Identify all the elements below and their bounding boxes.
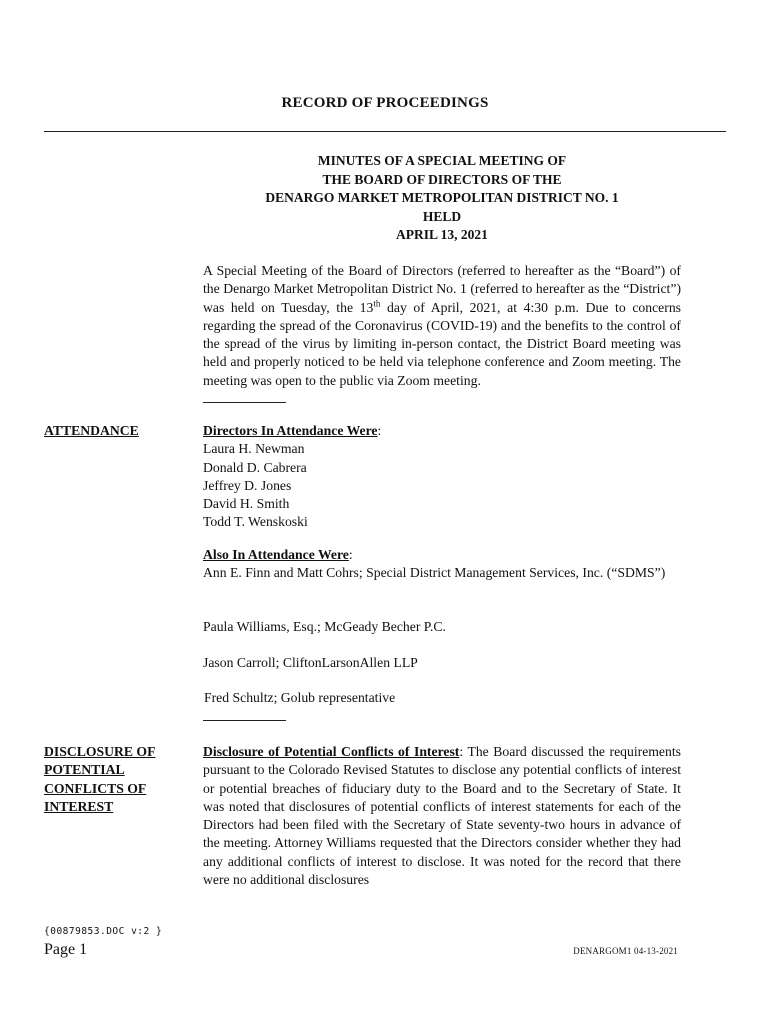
title-divider — [44, 131, 726, 132]
heading-line-2: THE BOARD OF DIRECTORS OF THE — [322, 171, 562, 187]
heading-line-4: HELD — [422, 208, 462, 224]
director-name: David H. Smith — [203, 496, 290, 512]
page-number: Page 1 — [44, 941, 88, 958]
attendee-accountant: Jason Carroll; CliftonLarsonAllen LLP — [203, 655, 418, 670]
document-id: {00879853.DOC v:2 } — [44, 926, 163, 937]
directors-colon: : — [377, 423, 382, 438]
also-attendance-heading: Also In Attendance Were — [203, 547, 349, 562]
directors-block — [203, 422, 681, 532]
disclosure-label-line-1: DISCLOSURE OF — [44, 744, 156, 759]
disclosure-label — [44, 743, 174, 816]
attendee-counsel: Paula Williams, Esq.; McGeady Becher P.C. — [203, 619, 446, 634]
intro-paragraph — [203, 262, 681, 390]
also-attendance-colon: : — [348, 547, 353, 562]
intro-text-1: A Special Meeting of the Board of Directors (referred to hereafter as the “Board”) of the Denargo Market Metropolitan District No. 1 (referred to hereafter as the “District”) was held on Tuesday, the 13 — [203, 263, 681, 315]
directors-heading: Directors In Attendance Were — [203, 423, 378, 438]
disclosure-text: : The Board discussed the requirements pursuant to the Colorado Revised Statutes to disclose any potential conflicts of interest or potential breaches of fiduciary duty to the Board and to the Secretary of State. It was noted that disclosures of potential conflicts of interest statements for each of the Directors had been filed with the Secretary of State seventy-two hours in advance of the meeting. Attorney Williams requested that the Directors consider whether they had any additional conflicts of interest to disclose. It was noted for the record that there were no additional disclosures — [203, 744, 681, 888]
also-attendance-block — [203, 546, 681, 583]
director-name: Todd T. Wenskoski — [203, 514, 308, 530]
disclosure-heading: Disclosure of Potential Conflicts of Interest — [203, 744, 460, 759]
minutes-heading — [203, 152, 681, 245]
section-rule-2 — [203, 720, 286, 721]
heading-line-5: APRIL 13, 2021 — [396, 227, 488, 242]
disclosure-label-line-4: INTEREST — [44, 798, 114, 814]
section-rule-1 — [203, 402, 286, 403]
attendance-label: ATTENDANCE — [44, 423, 139, 438]
document-code: DENARGOM1 04-13-2021 — [573, 946, 678, 956]
intro-superscript: th — [373, 298, 381, 309]
attendee-golub: Fred Schultz; Golub representative — [204, 690, 396, 705]
intro-text-2: day of April, 2021, at 4:30 p.m. Due to concerns regarding the spread of the Coronavirus (COVID-19) and the benefits to the control of the spread of the virus by limiting in-person contact, the District Board meeting was held and properly noticed to be held via telephone conference and Zoom meeting. The meeting was open to the public via Zoom meeting. — [203, 299, 681, 388]
director-name: Laura H. Newman — [203, 441, 305, 457]
page-title: RECORD OF PROCEEDINGS — [281, 95, 489, 111]
heading-line-3: DENARGO MARKET METROPOLITAN DISTRICT NO. 1 — [265, 190, 619, 205]
director-name: Donald D. Cabrera — [203, 459, 307, 475]
attendee-sdms: Ann E. Finn and Matt Cohrs; Special District Management Services, Inc. (“SDMS”) — [203, 565, 666, 581]
heading-line-1: MINUTES OF A SPECIAL MEETING OF — [317, 153, 567, 168]
disclosure-label-line-3: CONFLICTS OF — [44, 780, 147, 796]
director-name: Jeffrey D. Jones — [203, 477, 292, 493]
disclosure-paragraph — [203, 743, 681, 889]
disclosure-label-line-2: POTENTIAL — [44, 762, 125, 778]
